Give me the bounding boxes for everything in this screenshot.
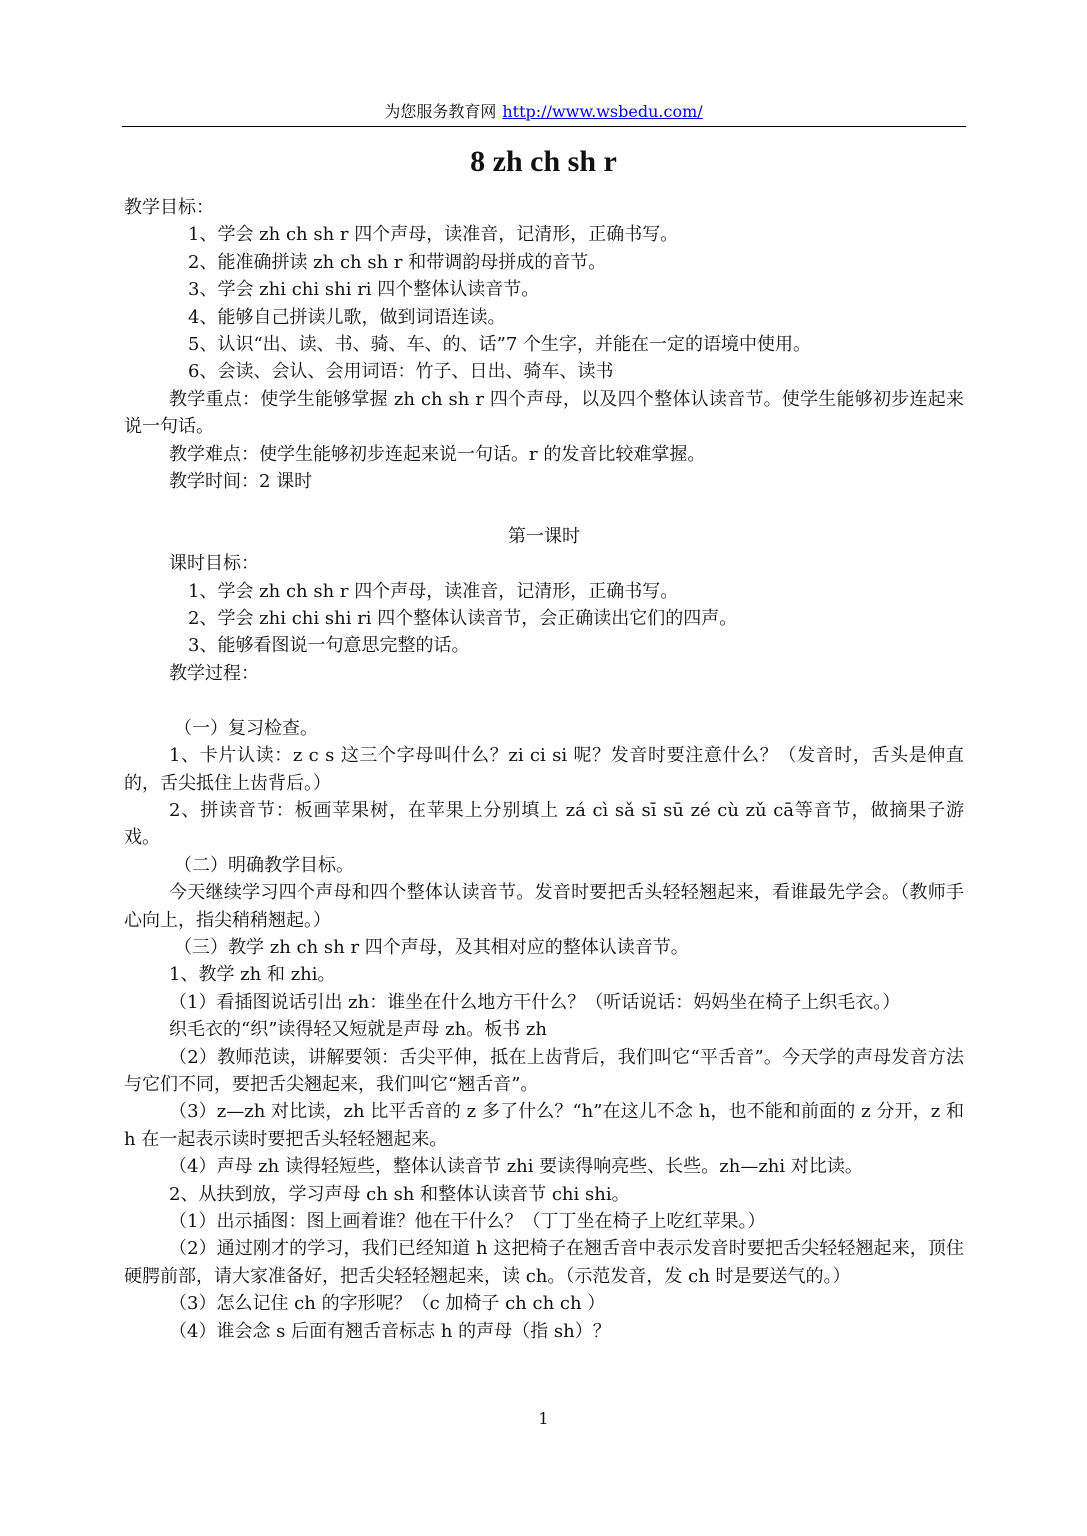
step-heading: （二）明确教学目标。 — [174, 854, 354, 876]
objective-item: 2、能准确拼读 zh ch sh r 和带调韵母拼成的音节。 — [188, 251, 607, 273]
paragraph: 教学时间：2 课时 — [169, 471, 313, 493]
paragraph: （4）谁会念 s 后面有翘舌音标志 h 的声母（指 sh）？ — [169, 1320, 611, 1342]
paragraph: 今天继续学习四个声母和四个整体认读音节。发音时要把舌头轻轻翘起来，看谁最先学会。（教师手心向上，指尖稍稍翘起。） — [124, 882, 964, 931]
section-heading: 课时目标： — [169, 553, 259, 575]
objective-item: 1、学会 zh ch sh r 四个声母，读准音，记清形，正确书写。 — [188, 580, 679, 602]
spacer — [124, 495, 964, 522]
step-heading: （三）教学 zh ch sh r 四个声母，及其相对应的整体认读音节。 — [174, 936, 689, 958]
paragraph: 1、卡片认读：z c s 这三个字母叫什么？zi ci si 呢？发音时要注意什么？（发音时，舌头是伸直的，舌尖抵住上齿背后。） — [124, 745, 964, 794]
objective-item: 3、学会 zhi chi shi ri 四个整体认读音节。 — [188, 279, 540, 301]
page-header — [0, 101, 1087, 123]
section-heading: 教学目标： — [124, 197, 214, 218]
objective-item: 1、学会 zh ch sh r 四个声母，读准音，记清形，正确书写。 — [188, 224, 679, 246]
objective-item: 6、会读、会认、会用词语：竹子、日出、骑车、读书 — [188, 361, 614, 383]
section-heading: 教学过程： — [169, 662, 259, 684]
paragraph: 1、教学 zh 和 zhi。 — [169, 964, 336, 986]
paragraph: （1）看插图说话引出 zh：谁坐在什么地方干什么？（听话说话：妈妈坐在椅子上织毛衣。） — [169, 991, 901, 1013]
paragraph: 2、拼读音节：板画苹果树，在苹果上分别填上 zá cì sǎ sī sū zé cù zǔ cā等音节，做摘果子游戏。 — [124, 799, 964, 849]
lesson-heading: 第一课时 — [508, 525, 580, 547]
document-title: 8 zh ch sh r — [470, 145, 617, 178]
header-site-name: 为您服务教育网 — [384, 102, 497, 121]
paragraph: （3）怎么记住 ch 的字形呢？（c 加椅子 ch ch ch ） — [169, 1293, 606, 1315]
paragraph: 教学重点：使学生能够掌握 zh ch sh r 四个声母，以及四个整体认读音节。使学生能够初步连起来说一句话。 — [124, 388, 964, 438]
paragraph: （4）声母 zh 读得轻短些，整体认读音节 zhi 要读得响亮些、长些。zh—zhi 对比读。 — [169, 1156, 863, 1178]
paragraph: （3）z—zh 对比读，zh 比平舌音的 z 多了什么？“h”在这儿不念 h，也不能和前面的 z 分开，z 和 h 在一起表示读时要把舌头轻轻翘起来。 — [124, 1101, 964, 1150]
paragraph: （1）出示插图：图上画着谁？他在干什么？（丁丁坐在椅子上吃红苹果。） — [169, 1211, 766, 1232]
paragraph: 教学难点：使学生能够初步连起来说一句话。r 的发音比较难掌握。 — [169, 443, 706, 465]
spacer — [124, 687, 964, 714]
header-rule — [122, 126, 966, 127]
paragraph: （2）教师范读，讲解要领：舌尖平伸，抵在上齿背后，我们叫它“平舌音”。今天学的声母发音方法与它们不同，要把舌尖翘起来，我们叫它“翘舌音”。 — [124, 1046, 964, 1095]
paragraph: 2、从扶到放，学习声母 ch sh 和整体认读音节 chi shi。 — [169, 1183, 630, 1205]
paragraph: 织毛衣的“织”读得轻又短就是声母 zh。板书 zh — [169, 1019, 547, 1041]
header-url-link[interactable]: http://www.wsbedu.com/ — [502, 102, 703, 121]
objective-item: 4、能够自己拼读儿歌，做到词语连读。 — [188, 306, 506, 328]
objective-item: 5、认识“出、读、书、骑、车、的、话”7 个生字，并能在一定的语境中使用。 — [188, 334, 812, 356]
objective-item: 2、学会 zhi chi shi ri 四个整体认读音节，会正确读出它们的四声。 — [188, 608, 738, 630]
paragraph: （2）通过刚才的学习，我们已经知道 h 这把椅子在翘舌音中表示发音时要把舌尖轻轻翘起来，顶住硬腭前部，请大家准备好，把舌尖轻轻翘起来，读 ch。（示范发音，发 ch 时是要送气的。） — [124, 1238, 964, 1287]
step-heading: （一）复习检查。 — [174, 717, 318, 739]
objective-item: 3、能够看图说一句意思完整的话。 — [188, 635, 470, 657]
page-number: 1 — [538, 1409, 549, 1428]
document-body — [124, 194, 964, 1345]
